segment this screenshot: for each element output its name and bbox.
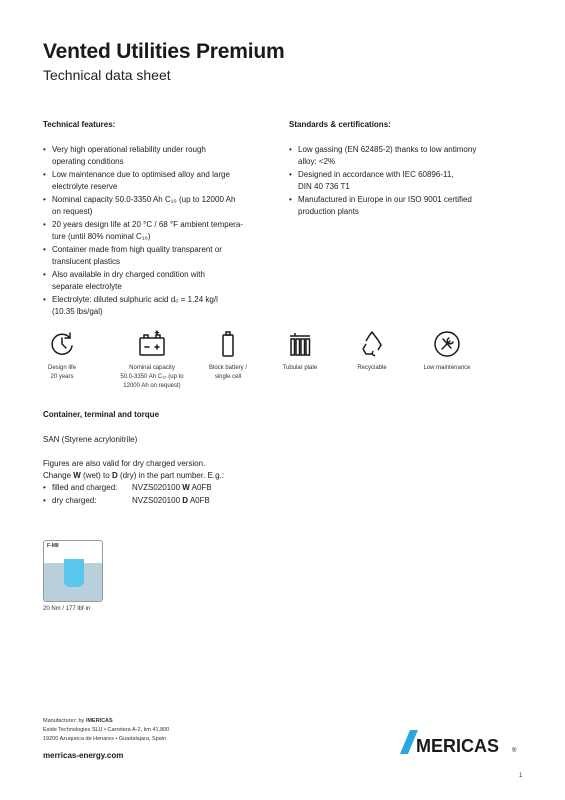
standard-item: • Manufactured in Europe in our ISO 9001 certified production plants <box>289 194 524 218</box>
feature-icon-row <box>28 330 528 388</box>
standard-item: • Low gassing (EN 62485-2) thanks to low antimony alloy: <2% <box>289 144 524 168</box>
svg-text:®: ® <box>512 748 517 754</box>
svg-text:MERICAS: MERICAS <box>416 736 500 756</box>
standards-heading: Standards & certifications: <box>289 120 391 129</box>
dry-charge-note: Figures are also valid for dry charged version. Change W (wet) to D (dry) in the part number. E.g.: <box>43 459 224 480</box>
wrench-screwdriver-icon <box>412 330 482 358</box>
block-battery-icon <box>196 330 260 358</box>
terminal-shape <box>64 559 84 587</box>
torque-value: 20 Nm / 177 lbf·in <box>43 606 91 612</box>
feature-item: • 20 years design life at 20 °C / 68 °F ambient tempera- ture (until 80% nominal C₁₀) <box>43 219 278 243</box>
document-subtitle: Technical data sheet <box>43 67 171 83</box>
feature-item: • Also available in dry charged condition with separate electrolyte <box>43 269 278 293</box>
container-material: SAN (Styrene acrylonitrile) <box>43 435 138 444</box>
icon-cell-design-life <box>30 330 94 382</box>
container-heading: Container, terminal and torque <box>43 410 160 419</box>
icon-cell-tubular-plate <box>268 330 332 373</box>
tubular-plate-icon <box>268 330 332 358</box>
icon-cell-capacity <box>108 330 196 391</box>
icon-caption: Low maintenance <box>423 365 471 371</box>
part-number-row: • filled and charged: NVZS020100 W A0FB <box>43 482 343 494</box>
feature-item: • Nominal capacity 50.0-3350 Ah C₁₀ (up to 12000 Ah on request) <box>43 194 278 218</box>
feature-item: • Container made from high quality transparent or translucent plastics <box>43 244 278 268</box>
icon-caption: Nominal capacity 50.0-3350 Ah C₁₀ (up to 12000 Ah on request) <box>120 365 184 389</box>
part-number-row: • dry charged: NVZS020100 D A0FB <box>43 495 343 507</box>
icon-cell-low-maintenance <box>412 330 482 373</box>
icon-cell-block-battery <box>196 330 260 382</box>
icon-cell-recyclable <box>340 330 404 373</box>
feature-item: • Low maintenance due to optimised alloy and large electrolyte reserve <box>43 169 278 193</box>
website-link[interactable]: merricas-energy.com <box>43 751 124 760</box>
features-heading: Technical features: <box>43 120 116 129</box>
terminal-illustration <box>43 540 103 602</box>
terminal-label: F-M8 <box>47 543 59 549</box>
part-number-examples <box>43 482 343 508</box>
standard-item: • Designed in accordance with IEC 60896-11, DIN 40 736 T1 <box>289 169 524 193</box>
battery-plus-minus-icon <box>108 330 196 358</box>
icon-caption: Tubular plate <box>282 365 318 371</box>
recycle-icon <box>340 330 404 358</box>
standards-list <box>289 144 524 219</box>
page-number: 1 <box>519 773 523 779</box>
features-list <box>43 144 278 319</box>
mericas-logo <box>398 728 524 758</box>
icon-caption: Recyclable <box>357 365 387 371</box>
feature-item: • Very high operational reliability under rough operating conditions <box>43 144 278 168</box>
icon-caption: Block battery / single cell <box>208 365 247 380</box>
manufacturer-info: Manufacturer: by /MERICAS Exide Technologies SLU • Carretera A-2, km 41,800 19200 Azuqueca de Henares • Guadalajara, Spain <box>43 718 170 742</box>
feature-item: • Electrolyte: diluted sulphuric acid d₀ = 1.24 kg/l (10.35 lbs/gal) <box>43 294 278 318</box>
clock-arrow-icon <box>30 330 94 358</box>
document-title: Vented Utilities Premium <box>43 40 285 63</box>
icon-caption: Design life 20 years <box>47 365 76 380</box>
